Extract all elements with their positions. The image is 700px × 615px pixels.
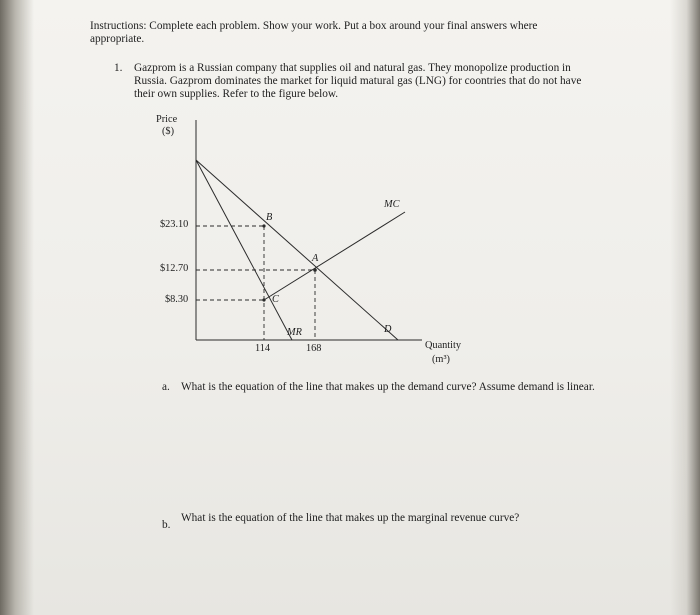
point-c-marker <box>262 298 265 301</box>
point-b-marker <box>262 224 265 227</box>
question-b-marker: b. <box>162 519 171 531</box>
x-axis-label: Quantity <box>425 340 462 351</box>
guide-lines <box>196 226 315 340</box>
mr-label: MR <box>287 327 302 338</box>
point-c-label: C <box>272 294 279 305</box>
question-b-text: What is the equation of the line that makes up the marginal revenue curve? <box>181 512 520 524</box>
y-axis-label: Price <box>156 114 178 125</box>
quantity-tick-168: 168 <box>306 343 322 354</box>
demand-curve <box>196 160 398 340</box>
question-a-marker: a. <box>162 381 170 393</box>
d-label: D <box>384 324 392 335</box>
problem-number: 1. <box>114 62 123 74</box>
x-axis-unit: (m³) <box>432 354 450 365</box>
price-tick-23-10: $23.10 <box>160 219 189 230</box>
y-axis-unit: ($) <box>162 126 175 137</box>
problem-text: Gazprom is a Russian company that supplies oil and natural gas. They monopolize production in Russia. Gazprom dominates the market for liquid matural gas (LNG) for coontries that do not have their own supplies. Refer to the figure below. <box>134 62 582 100</box>
instructions-text: Instructions: Complete each problem. Show your work. Put a box around your final answers where appropriate. <box>90 20 538 45</box>
mc-label: MC <box>384 199 400 210</box>
price-tick-12-70: $12.70 <box>160 263 189 274</box>
point-b-label: B <box>266 212 273 223</box>
question-a-text: What is the equation of the line that makes up the demand curve? Assume demand is linear. <box>181 381 595 393</box>
price-tick-8-30: $8.30 <box>165 294 189 305</box>
quantity-tick-114: 114 <box>255 343 271 354</box>
point-a-marker <box>313 268 317 272</box>
mr-curve <box>196 160 292 340</box>
mc-curve <box>264 212 405 300</box>
point-a-label: A <box>312 253 319 264</box>
